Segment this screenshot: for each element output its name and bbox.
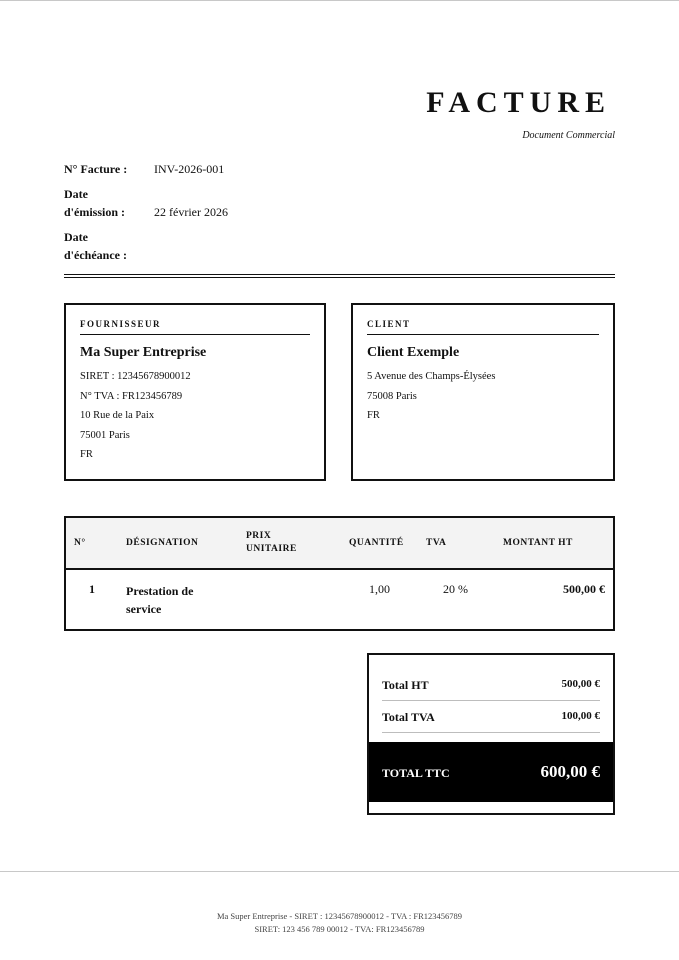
header-quantity: QUANTITÉ (349, 538, 404, 548)
items-table (64, 516, 615, 631)
header-unit-price (246, 530, 297, 556)
total-ht-label: Total HT (382, 678, 429, 692)
supplier-country: FR (80, 449, 93, 460)
supplier-city: 75001 Paris (80, 429, 130, 441)
client-street: 5 Avenue des Champs-Élysées (367, 371, 496, 382)
total-ttc-value: 600,00 € (540, 762, 600, 781)
supplier-name: Ma Super Entreprise (80, 345, 207, 360)
table-header (66, 518, 613, 570)
header-unit-price-line2: UNITAIRE (246, 544, 297, 554)
row-tva: 20 % (443, 582, 468, 596)
totals-divider-2 (382, 732, 600, 733)
due-date-label-line2: d'échéance : (64, 248, 127, 262)
top-divider (0, 0, 679, 1)
total-ttc-label: TOTAL TTC (382, 766, 450, 780)
row-designation-line1: Prestation de (126, 584, 194, 598)
issue-date-label-line1: Date (64, 187, 88, 201)
row-designation-line2: service (126, 602, 162, 616)
total-tva-value: 100,00 € (561, 710, 600, 722)
supplier-vat: N° TVA : FR123456789 (80, 390, 183, 402)
header-divider-bottom (64, 277, 615, 278)
issue-date-value: 22 février 2026 (154, 205, 228, 219)
document-title: FACTURE (426, 86, 611, 119)
header-tva: TVA (426, 538, 447, 548)
footer-line-2: SIRET: 123 456 789 00012 - TVA: FR123456789 (254, 924, 425, 934)
invoice-number-label: N° Facture : (64, 162, 128, 176)
footer-divider (0, 871, 679, 872)
supplier-siret: SIRET : 12345678900012 (80, 371, 191, 382)
issue-date-row (64, 185, 228, 221)
total-ht-row (382, 678, 600, 693)
invoice-number-value: INV-2026-001 (154, 162, 225, 176)
issue-date-label (64, 185, 154, 221)
header-num: N° (74, 538, 86, 548)
due-date-label-line1: Date (64, 230, 88, 244)
supplier-heading: FOURNISSEUR (80, 319, 310, 335)
table-row (66, 570, 613, 629)
header-unit-price-line1: PRIX (246, 531, 272, 541)
due-date-row (64, 228, 228, 264)
total-tva-label: Total TVA (382, 710, 435, 724)
issue-date-label-line2: d'émission : (64, 205, 126, 219)
header-designation: DÉSIGNATION (126, 538, 199, 548)
totals-box (367, 653, 615, 815)
row-amount: 500,00 € (563, 582, 605, 596)
document-subtitle: Document Commercial (522, 130, 615, 141)
supplier-box (64, 303, 326, 481)
client-box (351, 303, 615, 481)
invoice-meta (64, 160, 228, 271)
row-designation (126, 582, 193, 618)
total-tva-row (382, 710, 600, 725)
invoice-number-row (64, 160, 228, 178)
client-city: 75008 Paris (367, 390, 417, 402)
total-ht-value: 500,00 € (561, 678, 600, 690)
client-name: Client Exemple (367, 345, 460, 360)
supplier-street: 10 Rue de la Paix (80, 410, 155, 421)
client-country: FR (367, 410, 380, 421)
due-date-label (64, 228, 154, 264)
footer-line-1: Ma Super Entreprise - SIRET : 12345678900012 - TVA : FR123456789 (216, 911, 463, 921)
totals-divider (382, 700, 600, 701)
header-divider-top (64, 274, 615, 275)
footer (0, 910, 679, 936)
row-quantity: 1,00 (369, 582, 390, 596)
row-num: 1 (89, 582, 95, 596)
total-ttc-band (369, 742, 613, 802)
client-heading: CLIENT (367, 319, 599, 335)
header-amount: MONTANT HT (503, 538, 573, 548)
